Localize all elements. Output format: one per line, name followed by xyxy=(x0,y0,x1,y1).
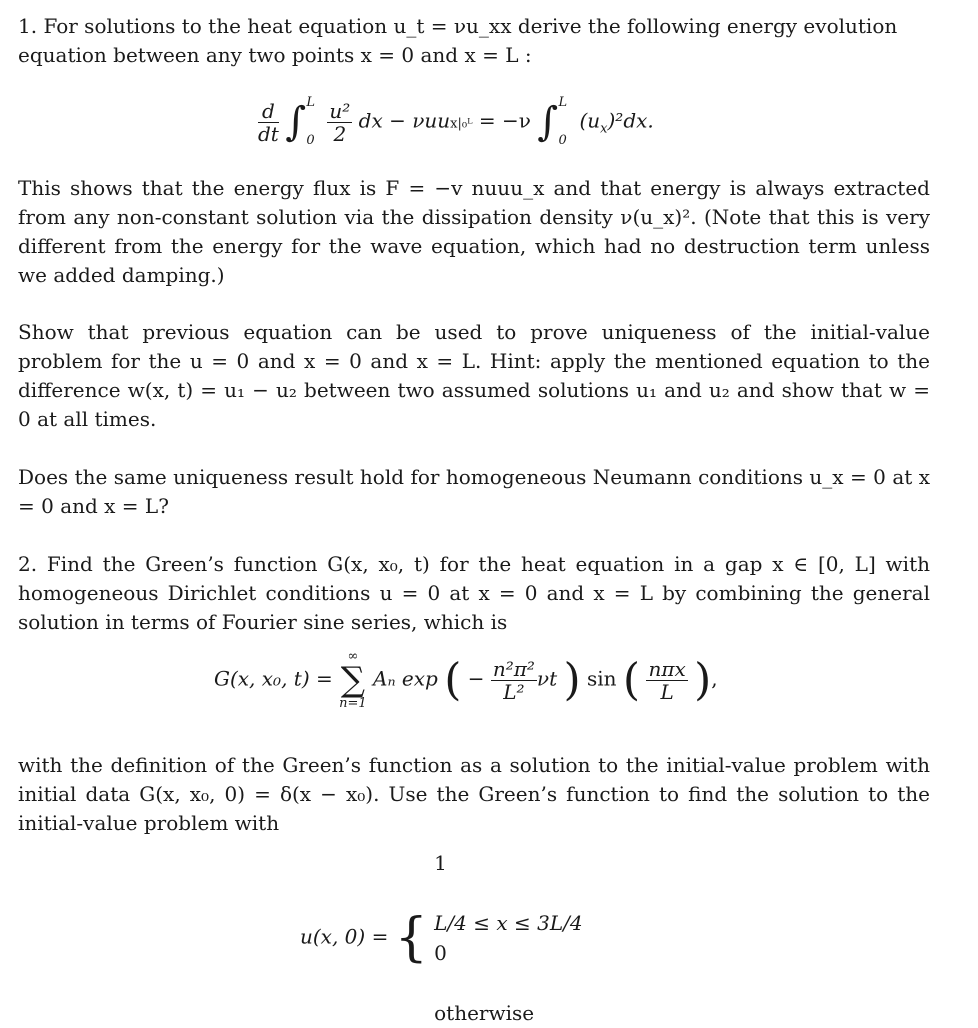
right-paren: ) xyxy=(563,654,581,706)
rhs-integral-sign: ∫ xyxy=(537,99,559,145)
initial-data-equation xyxy=(18,848,930,1025)
eq1-middle: dx − νuu xyxy=(358,108,451,133)
eq2-nut: νt xyxy=(536,666,558,691)
sin-argument-fraction: $\frac{\text{nπx}}{L}$ xyxy=(648,656,686,704)
eq2-coef: Aₙ exp xyxy=(373,666,438,691)
eq2-minus: − xyxy=(467,666,485,691)
eq3-lhs: u(x, 0) = xyxy=(300,924,389,949)
integral-limits: L 0 xyxy=(306,95,316,148)
summation: ∞ ∑ n=1 xyxy=(339,649,367,711)
problem1-intro-line1: 1. For solutions to the heat equation u_t = νu_xx derive the following energy evolution xyxy=(18,14,898,38)
document-page xyxy=(18,12,930,1025)
integral-sign: ∫ xyxy=(285,99,307,145)
ddt-fraction: $\frac{d}{dt}$ xyxy=(258,98,279,146)
problem1-intro-line2: equation between any two points x = 0 and x = L : xyxy=(18,43,532,67)
eq1-rhs: = −ν xyxy=(478,108,531,133)
definition-paragraph: with the definition of the Green’s function as a solution to the initial-value problem with initial data G(x, x₀, 0) = δ(x − x₀). Use the Green’s function to find the solution to the initial-value problem with xyxy=(18,753,930,835)
eq1-boundary: x|₀ᴸ xyxy=(450,116,473,132)
rhs-integrand: (u xyxy=(579,108,601,133)
energy-equation: $\frac{d}{dt}$ ∫ L 0 $\frac{\text{u²}}{2}$ dx − νuux|₀ᴸ = −ν ∫ L 0 $(u_x)^2dx$. xyxy=(18,78,930,168)
rhs-integral-limits: L 0 xyxy=(558,95,568,148)
energy-flux-paragraph: This shows that the energy flux is F = −v nuuu_x and that energy is always extracted from any non-constant solution via the dissipation density ν(u_x)². (Note that this is very different from the energy for the wave equation, which had no destruction term unless we added damping.) xyxy=(18,176,930,287)
rhs-tail: )²dx. xyxy=(607,108,654,133)
left-brace: { xyxy=(394,908,428,968)
eq2-lhs: G(x, x₀, t) = xyxy=(214,666,333,691)
greens-function-equation: G(x, x₀, t) = ∞ ∑ n=1 Aₙ exp ( − $\frac{\text{n²π²}}{\text{L²}}$ νt ) sin ( $\frac{\text{nπx}}{L}$ ), xyxy=(214,649,718,711)
problem2-intro: 2. Find the Green’s function G(x, x₀, t) for the heat equation in a gap x ∈ [0, L] with homogeneous Dirichlet conditions u = 0 at x = 0 and x = L by combining the general solution in terms of Fourier sine series, which is xyxy=(18,552,930,634)
left-paren: ( xyxy=(444,654,462,706)
eq2-sin: sin xyxy=(587,666,617,691)
neumann-paragraph: Does the same uniqueness result hold for homogeneous Neumann conditions u_x = 0 at x = 0 and x = L? xyxy=(18,465,930,518)
piecewise-cases: 1 L/4 ≤ x ≤ 3L/4 0 otherwise xyxy=(434,851,583,1025)
u2-fraction: $\frac{\text{u²}}{2}$ xyxy=(329,98,351,146)
exponent-fraction: $\frac{\text{n²π²}}{\text{L²}}$ xyxy=(492,656,535,704)
uniqueness-paragraph: Show that previous equation can be used to prove uniqueness of the initial-value problem for the u = 0 and x = 0 and x = L. Hint: apply the mentioned equation to the difference w(x, t) = u₁ − u₂ between two assumed solutions u₁ and u₂ and show that w = 0 at all times. xyxy=(18,320,930,431)
